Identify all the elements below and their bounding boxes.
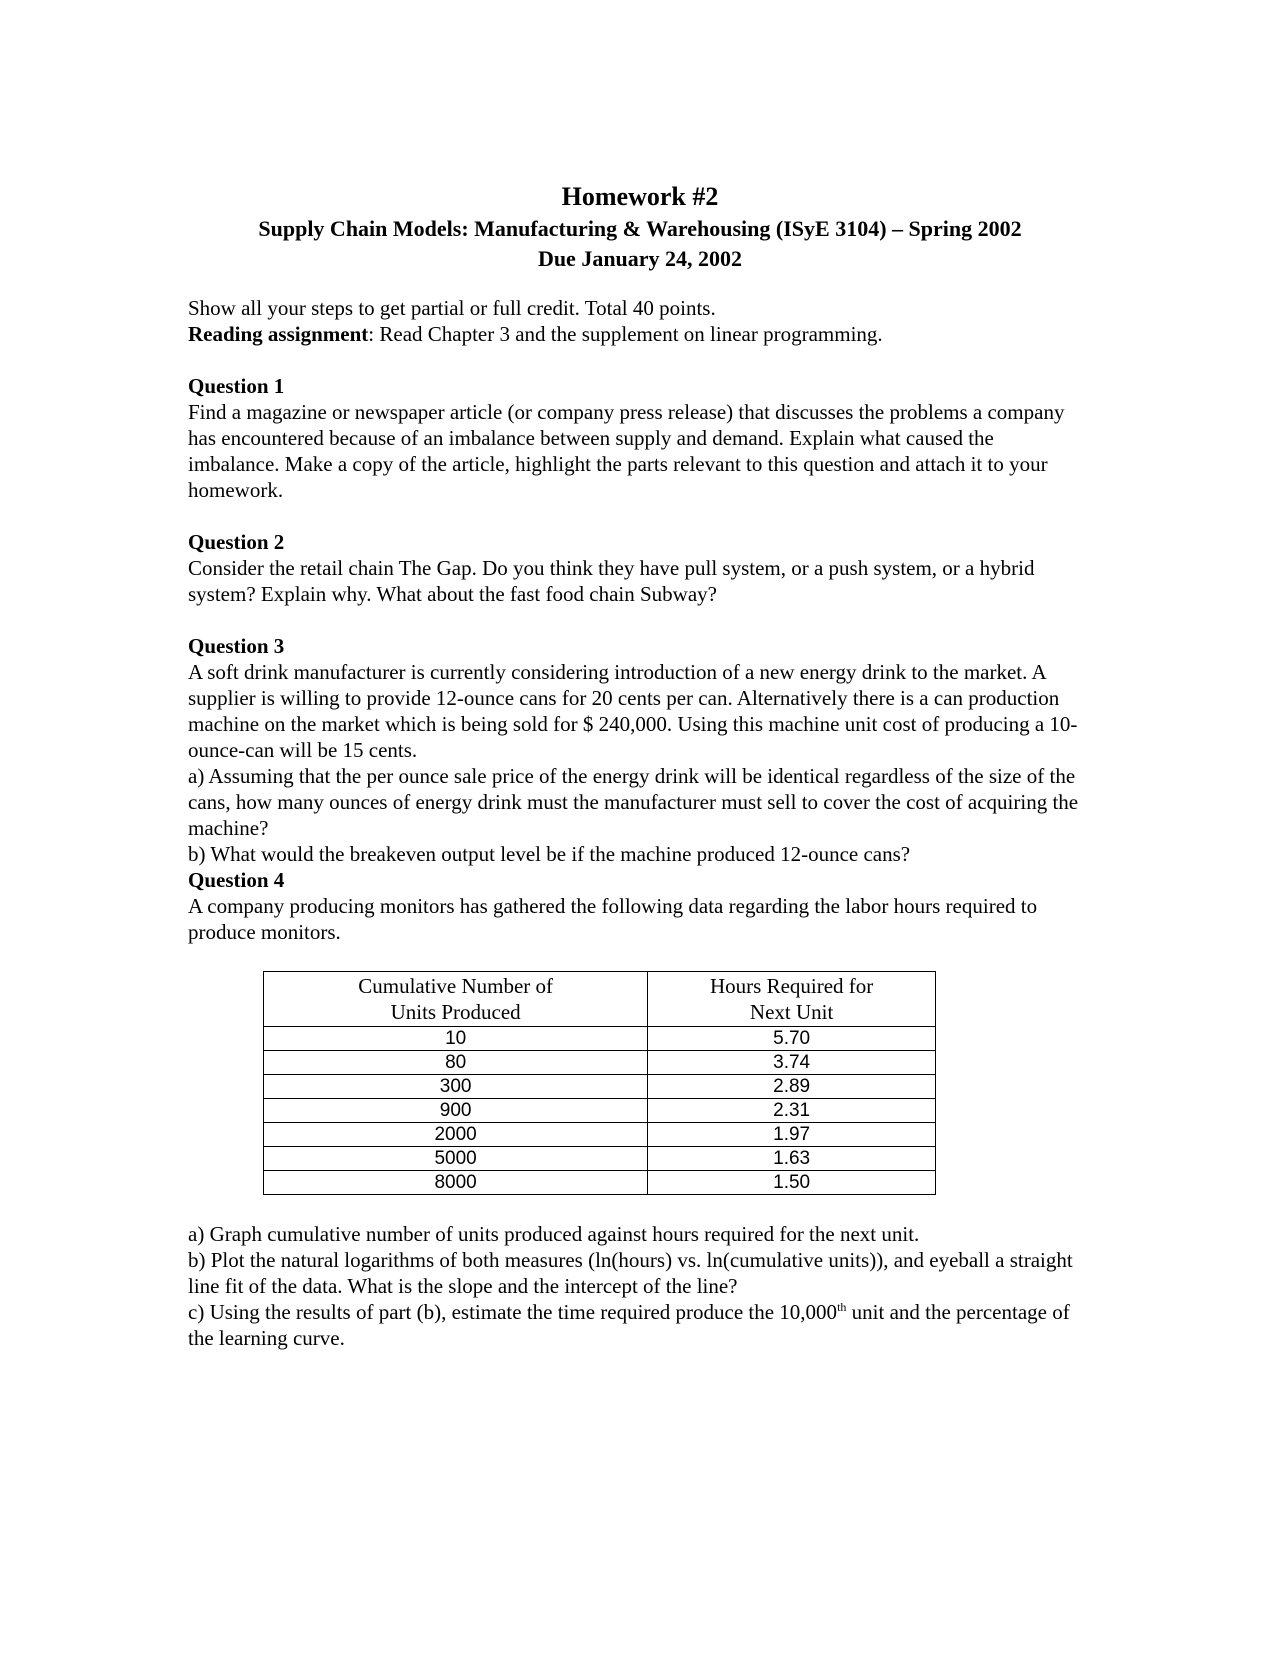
table-row [264, 1027, 936, 1051]
instructions-text: Show all your steps to get partial or full credit. Total 40 points. [188, 296, 716, 320]
hours-cell: 5.70 [648, 1027, 936, 1051]
hours-cell: 2.31 [648, 1099, 936, 1123]
table-header-row [264, 972, 936, 1027]
hours-cell: 3.74 [648, 1051, 936, 1075]
course-title: Supply Chain Models: Manufacturing & Warehousing (ISyE 3104) – Spring 2002 [258, 216, 1022, 241]
due-date: Due January 24, 2002 [537, 246, 743, 271]
question-2 [188, 529, 1088, 607]
reading-assignment-text: : Read Chapter 3 and the supplement on linear programming. [368, 322, 883, 346]
table-row [264, 1075, 936, 1099]
question-1-heading: Question 1 [188, 374, 285, 398]
question-4-heading: Question 4 [188, 868, 285, 892]
question-1-text: Find a magazine or newspaper article (or company press release) that discusses the problems a company has encountered because of an imbalance between supply and demand. Explain what caused the imbalance. Make a copy of the article, highlight the parts relevant to this question and attach it to your homework. [188, 400, 1065, 502]
question-2-text: Consider the retail chain The Gap. Do you think they have pull system, or a push system, or a hybrid system? Explain why. What about the fast food chain Subway? [188, 556, 1035, 606]
question-2-heading: Question 2 [188, 530, 285, 554]
question-4-text: A company producing monitors has gathered the following data regarding the labor hours required to produce monitors. [188, 894, 1038, 944]
table-row [264, 1171, 936, 1195]
question-3 [188, 633, 1088, 867]
question-4 [188, 867, 1088, 1351]
table-row [264, 1123, 936, 1147]
hours-cell: 1.63 [648, 1147, 936, 1171]
document-body [188, 295, 1088, 1351]
question-4-part-b: b) Plot the natural logarithms of both measures (ln(hours) vs. ln(cumulative units)), and eyeball a straight line fit of the data. What is the slope and the intercept of the line? [188, 1248, 1073, 1298]
superscript-th: th [837, 1300, 847, 1314]
table-row [264, 1099, 936, 1123]
units-cell: 900 [264, 1099, 648, 1123]
hours-cell: 1.97 [648, 1123, 936, 1147]
question-3-part-a: a) Assuming that the per ounce sale price of the energy drink will be identical regardless of the size of the cans, how many ounces of energy drink must the manufacturer must sell to cover the cost of acquiring the machine? [188, 764, 1079, 840]
hours-cell: 1.50 [648, 1171, 936, 1195]
hours-cell: 2.89 [648, 1075, 936, 1099]
question-3-heading: Question 3 [188, 634, 285, 658]
table-row [264, 1051, 936, 1075]
units-cell: 8000 [264, 1171, 648, 1195]
question-4-part-c: c) Using the results of part (b), estimate the time required produce the 10,000th unit and the percentage of the learning curve. [188, 1300, 1070, 1350]
question-3-part-b: b) What would the breakeven output level be if the machine produced 12-ounce cans? [188, 842, 911, 866]
learning-curve-table [263, 971, 936, 1195]
column-header-cumulative-units: Cumulative Number of Units Produced [264, 972, 648, 1027]
intro-section [188, 295, 1088, 347]
units-cell: 2000 [264, 1123, 648, 1147]
homework-title: Homework #2 [561, 182, 719, 211]
question-1 [188, 373, 1088, 503]
question-3-text: A soft drink manufacturer is currently considering introduction of a new energy drink to the market. A supplier is willing to provide 12-ounce cans for 20 cents per can. Alternatively there is a can production machine on the market which is being sold for $ 240,000. Using this machine unit cost of producing a 10-ounce-can will be 15 cents. [188, 660, 1078, 762]
units-cell: 10 [264, 1027, 648, 1051]
document-header [0, 180, 1280, 274]
reading-assignment-label: Reading assignment [188, 322, 369, 346]
units-cell: 300 [264, 1075, 648, 1099]
reading-assignment [188, 321, 1088, 347]
units-cell: 5000 [264, 1147, 648, 1171]
column-header-hours-required: Hours Required for Next Unit [648, 972, 936, 1027]
question-4-part-a: a) Graph cumulative number of units produced against hours required for the next unit. [188, 1222, 920, 1246]
units-cell: 80 [264, 1051, 648, 1075]
table-row [264, 1147, 936, 1171]
